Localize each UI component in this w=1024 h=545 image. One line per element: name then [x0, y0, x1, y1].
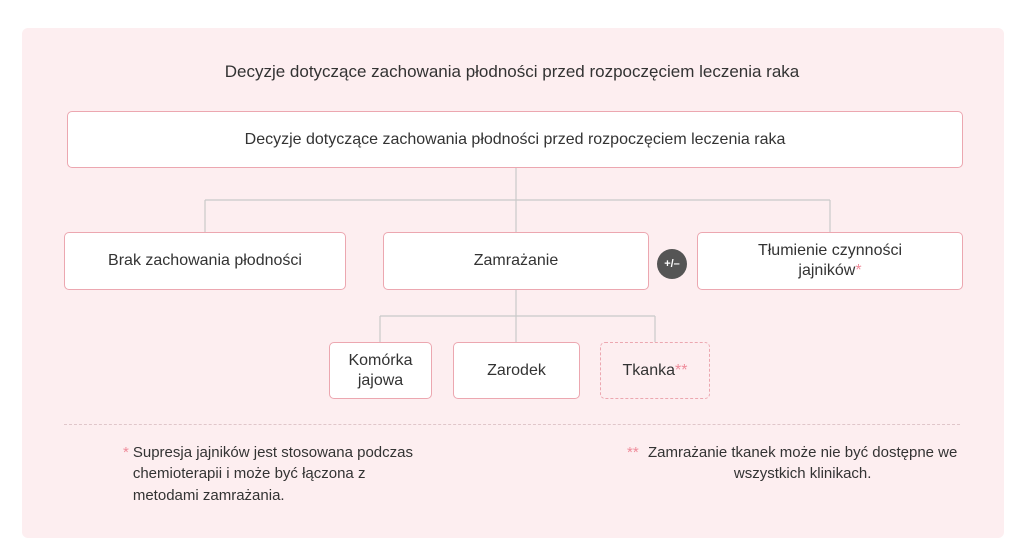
no-preservation-label: Brak zachowania płodności	[108, 252, 302, 269]
embryo-node	[453, 342, 580, 399]
footnote-divider	[64, 424, 960, 425]
embryo-label: Zarodek	[487, 361, 546, 379]
plus-minus-badge: +/–	[657, 249, 687, 279]
no-preservation-node	[64, 232, 346, 290]
ovarian-suppression-text	[750, 241, 910, 281]
footnote-tissue	[627, 442, 977, 485]
tissue-node	[600, 342, 710, 399]
root-node-label: Decyzje dotyczące zachowania płodności przed rozpoczęciem leczenia raka	[244, 130, 786, 148]
oocyte-node	[329, 342, 432, 399]
ovarian-suppression-label: Tłumienie czynności jajników	[757, 242, 903, 279]
diagram-title: Decyzje dotyczące zachowania płodności przed rozpoczęciem leczenia raka	[224, 62, 800, 81]
footnote-suppression-text: Supresja jajników jest stosowana podczas chemioterapii i może być łączona z metodami zamrażania.	[132, 444, 413, 504]
root-node	[67, 111, 963, 168]
footnote-double-asterisk: **	[627, 444, 639, 461]
tissue-label: Tkanka	[622, 361, 675, 379]
footnote-suppression	[123, 442, 453, 506]
ovarian-suppression-node	[697, 232, 963, 290]
tissue-text	[623, 361, 688, 381]
freezing-node	[383, 232, 649, 290]
footnote-tissue-text: Zamrażanie tkanek może nie być dostępne we wszystkich klinikach.	[648, 444, 958, 483]
oocyte-label: Komórka jajowa	[348, 351, 413, 389]
footnote-asterisk: *	[123, 444, 129, 461]
asterisk-marker: *	[855, 262, 862, 279]
double-asterisk-marker: **	[675, 361, 688, 379]
freezing-label: Zamrażanie	[473, 252, 559, 269]
